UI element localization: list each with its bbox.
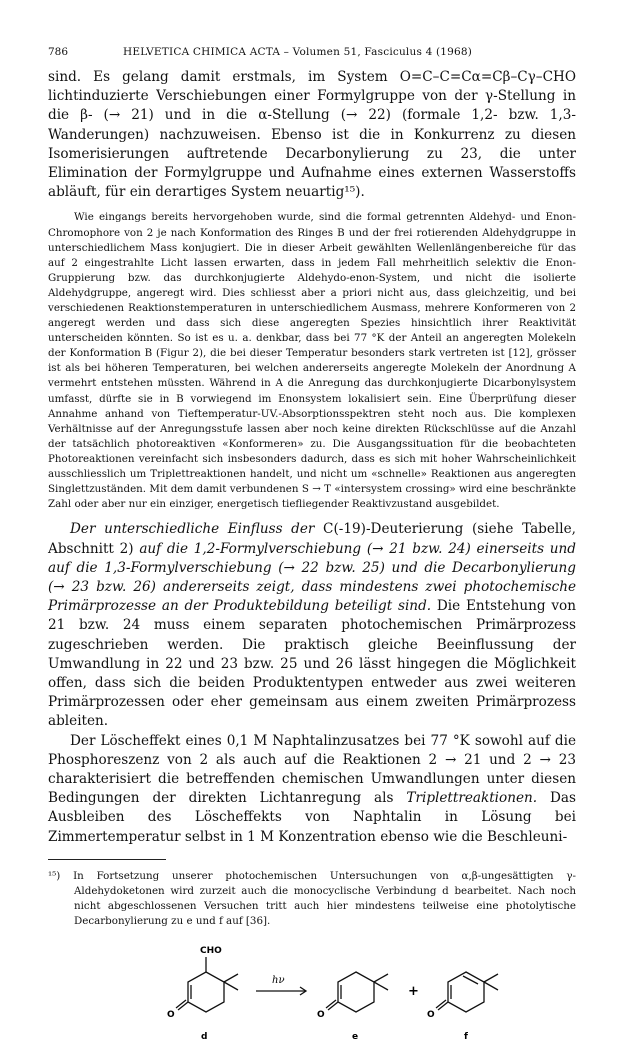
quench-paragraph <box>48 732 576 847</box>
compound-f-structure <box>436 972 498 1012</box>
quench-italic: Triplettreaktionen. <box>406 790 538 807</box>
quench-text-b: Das Ausbleiben des Löscheffekts von Naphtalin in Lösung bei Zimmertemperatur selbst in 1 M Konzentration ebenso wie die Beschleuni- <box>48 790 576 845</box>
intro-paragraph: sind. Es gelang damit erstmals, im System O=C–C=Cα=Cβ–Cγ–CHO lichtinduzierte Verschiebungen einer Formylgruppe von der γ-Stellung in die β- (→ 21) und in die α-Stellung (→ 22) (formale 1,2- bzw. 1,3-Wanderungen) nachzuweisen. Ebenso ist die in Konkurrenz zu diesen Isomerisierungen auftretende Decarbonylierung zu 23, die unter Elimination der Formylgruppe und Aufnahme eines externen Wasserstoffs abläuft, für ein derartiges System neuartig¹⁵). <box>48 69 576 201</box>
oxo-label-e: O <box>317 1009 325 1020</box>
journal-line: HELVETICA CHIMICA ACTA – Volumen 51, Fasciculus 4 (1968) <box>123 46 473 58</box>
plus-sign: + <box>408 983 419 999</box>
hv-label: hν <box>272 974 285 986</box>
quench-text-a: Der Löscheffekt eines 0,1 M Naphtalinzusatzes bei 77 °K sowohl auf die Phosphoreszenz von 2 als auch auf die Reaktionen 2 → 21 und 2 → 23 charakterisiert die betreffenden chemischen Umwandlungen unter diesen Bedingungen der direkten Lichtanregung als <box>48 732 576 807</box>
footnote-rule <box>48 859 166 860</box>
deuterium-rest: Die Entstehung von 21 bzw. 24 muss einem separaten photochemischen Primärprozess zugeschrieben werden. Die praktisch gleiche Beeinflussung der Umwandlung in 22 und 23 bzw. 25 und 26 lässt hingegen die Möglichkeit offen, dass sich die beiden Produktentypen entweder aus zwei weiteren Primärprozessen oder eher gemeinsam aus einem zweiten Primärprozess ableiten. <box>48 598 576 730</box>
deuterium-italic-lead: Der unterschiedliche Einfluss der <box>70 521 324 538</box>
footnote-15: ¹⁵) In Fortsetzung unserer photochemischen Untersuchungen von α,β-ungesättigten γ-Aldehydoketonen wird zurzeit auch die monocyclische Verbindung d bearbeitet. Nach noch nicht abgeschlossenen Versuchen tritt auch hier mindestens teilweise eine photolytische Decarbonylierung zu e und f auf [36]. <box>48 869 576 928</box>
compound-d-structure <box>176 957 238 1012</box>
compound-e-label: e <box>352 1031 359 1042</box>
compound-e-structure <box>326 972 388 1012</box>
discussion-small-paragraph: Wie eingangs bereits hervorgehoben wurde, sind die formal getrennten Aldehyd- und Enon-Chromophore von 2 je nach Konformation des Ringes B und der frei rotierenden Aldehydgruppe in unterschiedlichem Mass konjugiert. Die in dieser Arbeit gewählten Wellenlängenbereiche für das auf 2 eingestrahlte Licht lassen erwarten, dass in jedem Fall mehrheitlich selektiv die Enon-Gruppierung bzw. das durchkonjugierte Aldehydo-enon-System, und nicht die isolierte Aldehydgruppe, angeregt wird. Dies schliesst aber a priori nicht aus, dass gleichzeitig, und bei verschiedenen Reaktionstemperaturen in unterschiedlichem Ausmass, mehrere Konformeren von 2 angeregt werden und dass sich diese angeregten Spezies hinsichtlich ihrer Reaktivität unterscheiden könnten. So ist es u. a. denkbar, dass bei 77 °K der Anteil an angeregten Molekeln der Konformation B (Figur 2), die bei dieser Temperatur besonders stark vertreten ist [12], grösser ist als bei höheren Temperaturen, bei welchen andererseits angeregte Molekeln der Anordnung A vermehrt entstehen müssten. Während in A die Anregung das durchkonjugierte Dicarbonylsystem umfasst, dürfte sie in B vorwiegend im Enonsystem lokalisiert sein. Eine Überprüfung dieser Annahme anhand von Tieftemperatur-UV.-Absorptionsspektren steht noch aus. Die komplexen Verhältnisse auf der Anregungsstufe lassen aber noch keine direkten Rückschlüsse auf die Anzahl der tatsächlich photoreaktiven «Konformeren» zu. Die Ausgangssituation für die beobachteten Photoreaktionen vereinfacht sich insbesonders dadurch, dass es sich mit hoher Wahrscheinlichkeit ausschliesslich um Triplettreaktionen handelt, und nicht um «schnelle» Reaktionen aus angeregten Singlettzuständen. Mit dem damit verbundenen S → T «intersystem crossing» wird eine beschränkte Zahl oder aber nur ein einziger, energetisch tiefliegender Reaktivzustand ausgebildet. <box>48 211 576 511</box>
compound-f-label: f <box>464 1031 468 1042</box>
deuterium-paragraph <box>48 520 576 731</box>
cho-label: CHO <box>200 945 222 956</box>
running-head <box>48 44 576 64</box>
reaction-scheme-svg <box>48 938 576 1058</box>
reaction-scheme <box>48 938 576 1058</box>
oxo-label-f: O <box>427 1009 435 1020</box>
compound-d-label: d <box>201 1031 208 1042</box>
page-number: 786 <box>48 46 69 58</box>
deuterium-italic-body: auf die 1,2-Formylverschiebung (→ 21 bzw. 24) einerseits und auf die 1,3-Formylverschiebung (→ 22 bzw. 25) und die Decarbonylierung (→ 23 bzw. 26) andererseits zeigt, dass mindestens zwei photochemische Primärprozesse an der Produktebildung beteiligt sind. <box>48 540 576 615</box>
deuterium-normal-fragment: C(-19)-Deuterierung (siehe Tabelle, Abschnitt 2) <box>48 521 576 557</box>
oxo-label-d: O <box>167 1009 175 1020</box>
